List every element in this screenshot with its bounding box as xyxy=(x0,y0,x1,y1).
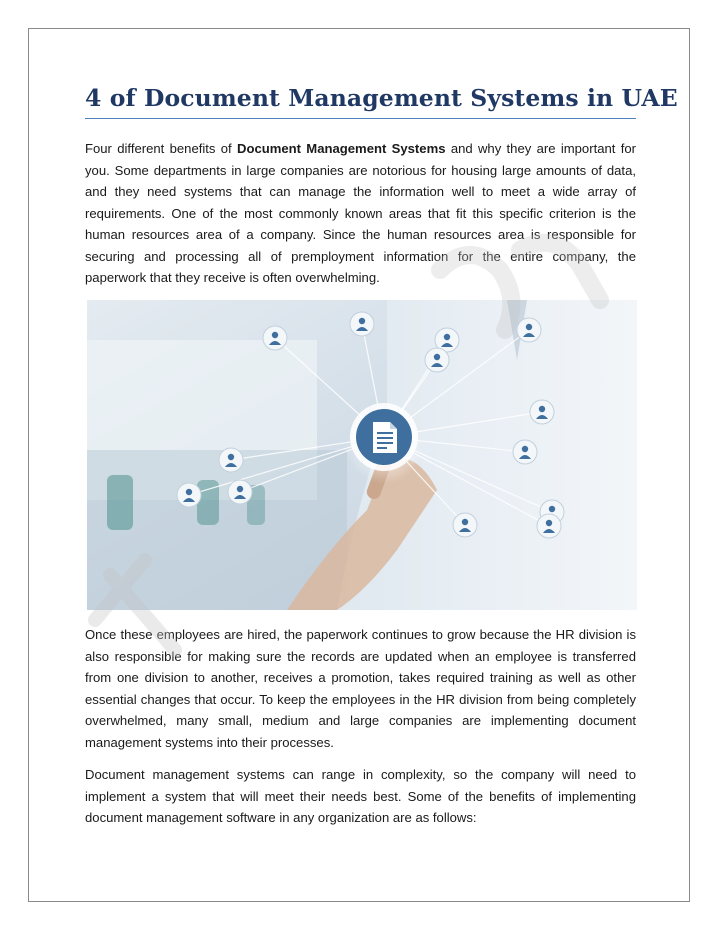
person-icon xyxy=(228,480,252,504)
document-title: 4 of Document Management Systems in UAE xyxy=(85,84,678,112)
person-icon xyxy=(177,483,201,507)
person-icon xyxy=(517,318,541,342)
intro-rest: and why they are important for you. Some departments in large companies are notorious for housing large amounts of data, and they need systems that can manage the information well to meet a wide array of requirements. One of the most commonly known areas that fit this specific criterion is the human resources area of a company. Since the human resources area is responsible for securing and processing all of premployment information for the entire company, the paperwork that they receive is often overwhelming. xyxy=(85,141,636,285)
person-icon xyxy=(453,513,477,537)
chair-shape xyxy=(107,475,133,530)
person-icon xyxy=(219,448,243,472)
person-icon xyxy=(425,348,449,372)
document-icon xyxy=(350,403,418,471)
person-icon xyxy=(350,312,374,336)
person-icon xyxy=(530,400,554,424)
body-paragraph-3: Document management systems can range in complexity, so the company will need to implement a system that will meet their needs best. Some of the benefits of implementing document management software in any organization are as follows: xyxy=(85,767,636,825)
person-icon xyxy=(263,326,287,350)
title-underline xyxy=(85,118,636,119)
person-icon xyxy=(513,440,537,464)
hero-image xyxy=(87,300,637,610)
body-paragraph-2: Once these employees are hired, the paperwork continues to grow because the HR division is also responsible for making sure the records are updated when an employee is transferred from one division to another, receives a promotion, takes required training as well as other essential changes that occur. To keep the employees in the HR division from being completely overwhelmed, many small, medium and large companies are implementing document management systems into their processes. xyxy=(85,627,636,750)
intro-bold-term: Document Management Systems xyxy=(236,141,446,156)
intro-lead: Four different benefits of xyxy=(85,141,237,156)
intro-paragraph xyxy=(85,138,636,289)
person-icon xyxy=(537,514,561,538)
